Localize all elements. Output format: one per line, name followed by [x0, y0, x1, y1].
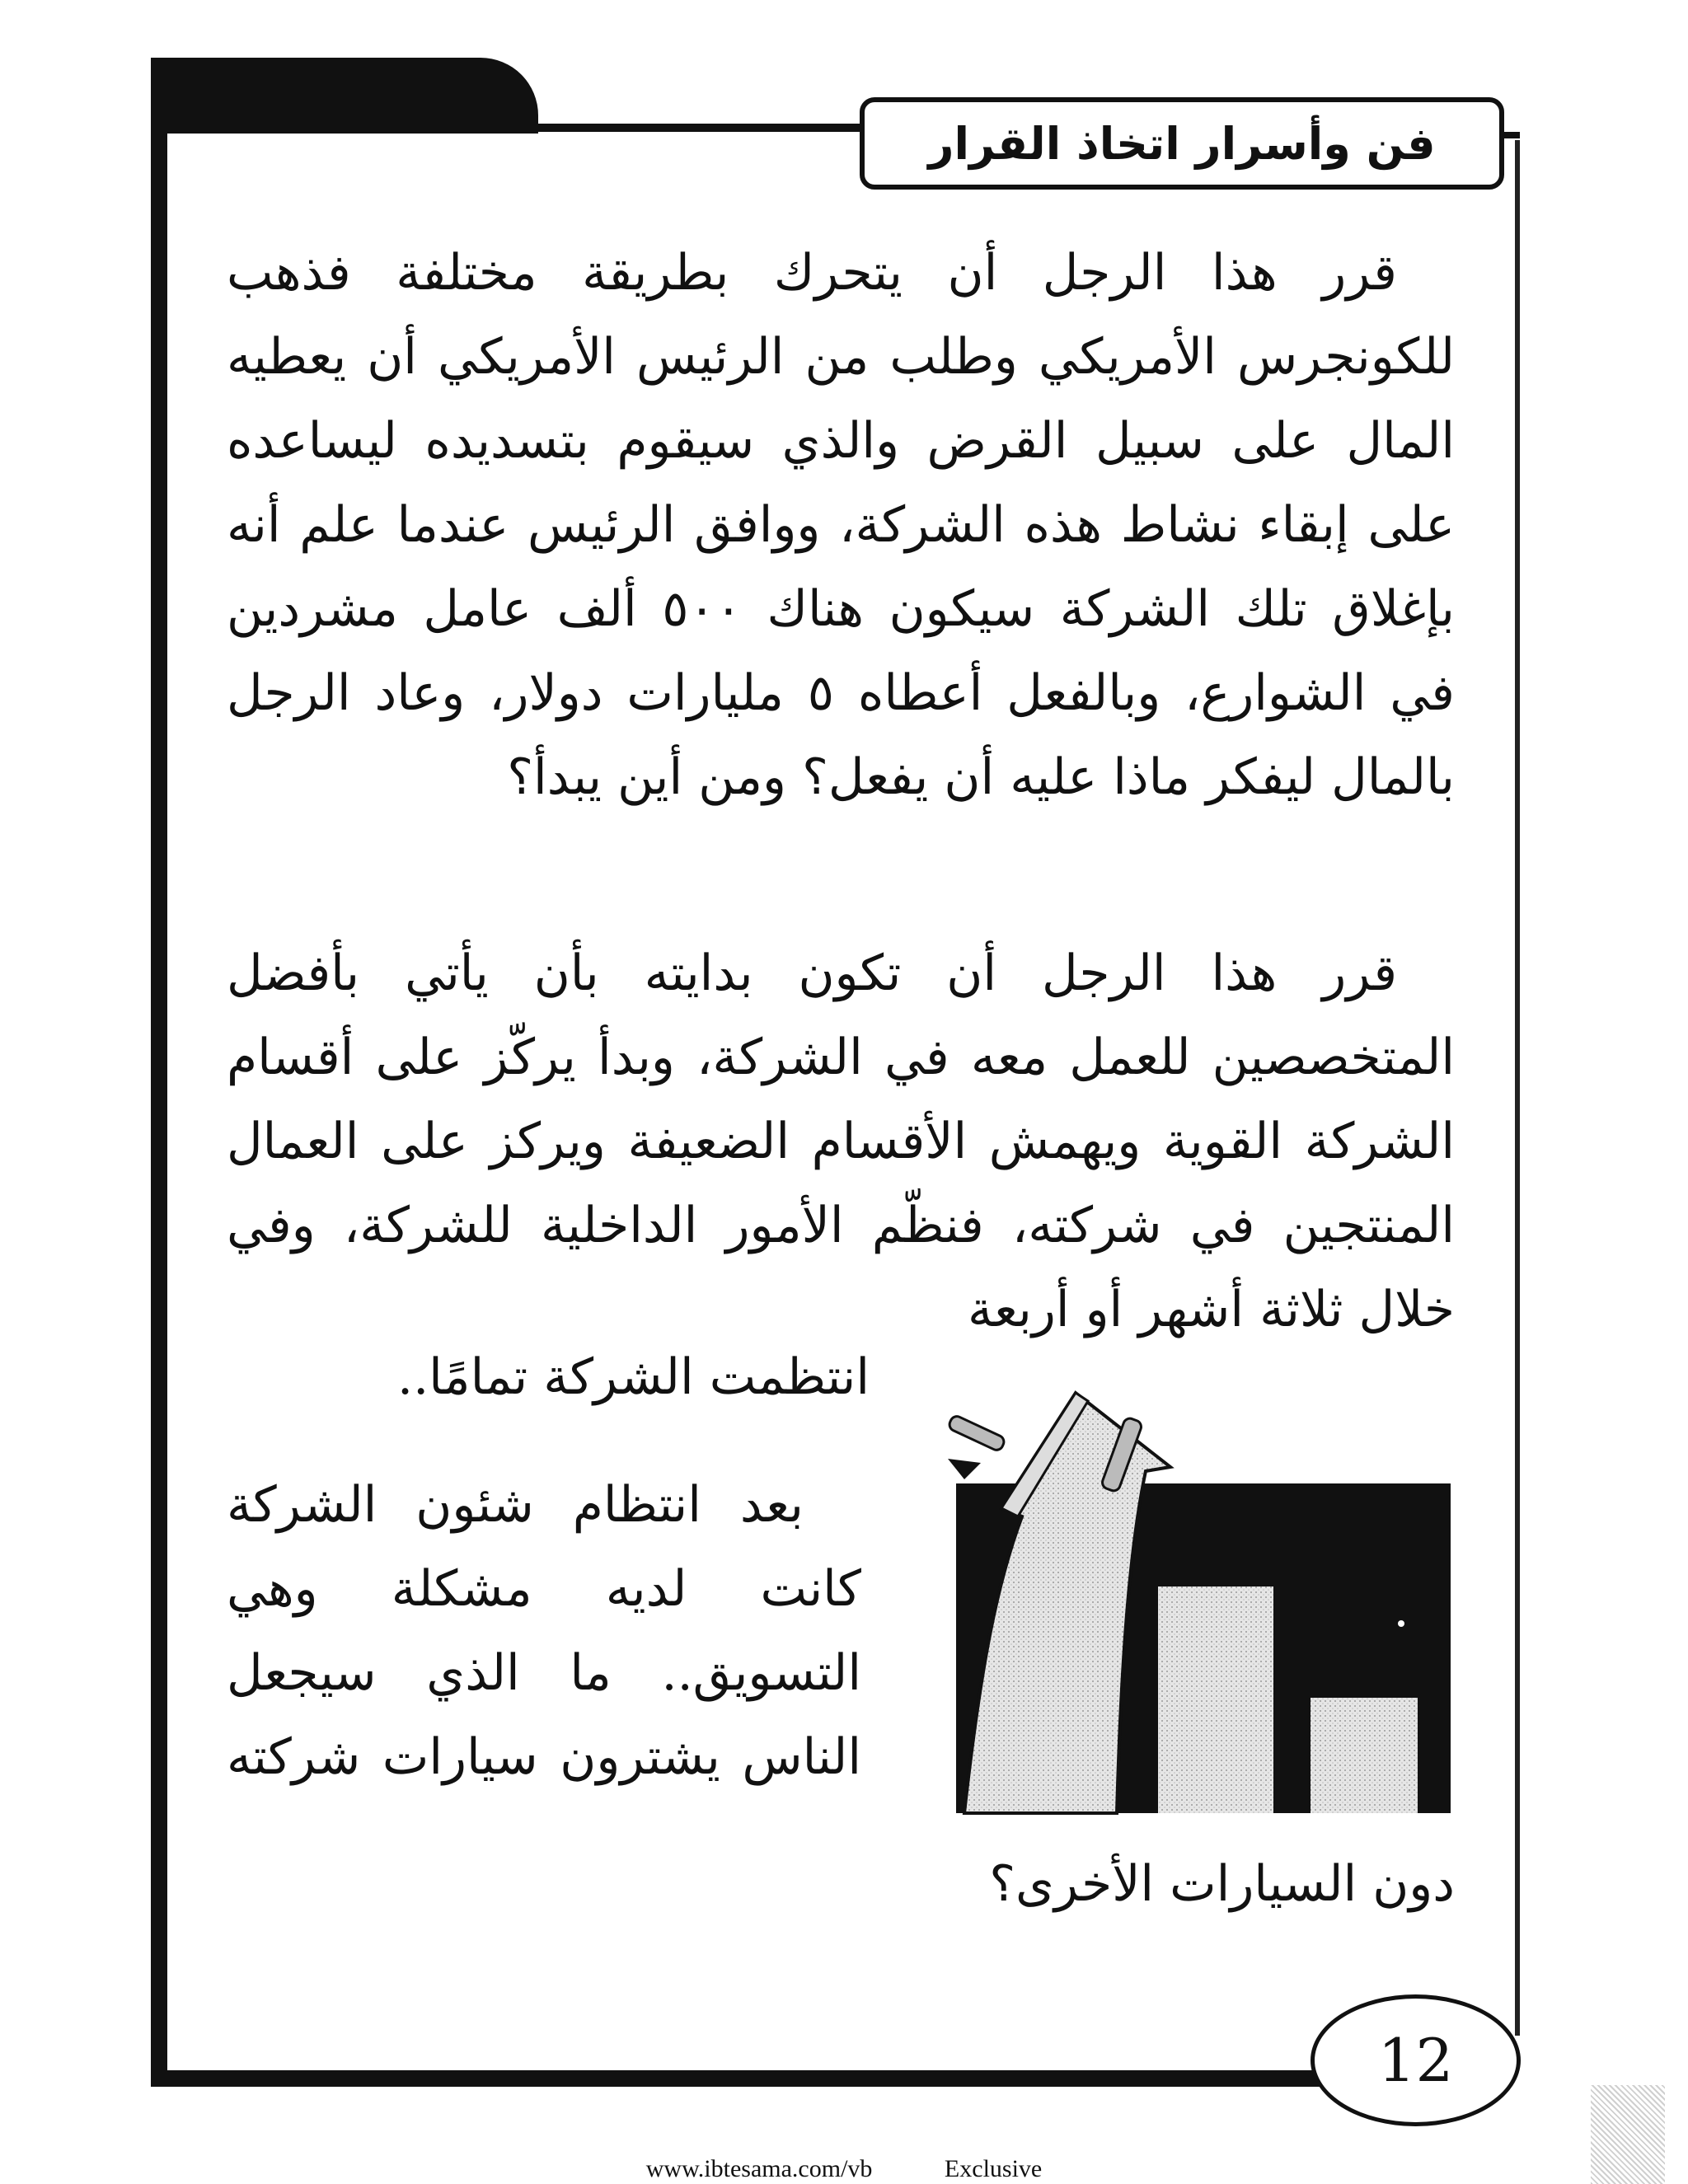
scan-noise-corner	[1591, 2085, 1665, 2184]
arrow-tip	[948, 1459, 981, 1479]
chapter-header-box	[860, 97, 1504, 190]
paragraph-2	[227, 931, 1455, 1352]
frame-left-border	[151, 58, 167, 2087]
paragraph-3-tail: دون السيارات الأخرى؟	[989, 1855, 1455, 1913]
frame-top-border	[151, 124, 860, 132]
paragraph-3-text: بعد انتظام شئون الشركة كانت لديه مشكلة وهي التسويق.. ما الذي سيجعل الناس يشترون سيارات شركته	[227, 1476, 861, 1786]
paragraph-2-tail: انتظمت الشركة تمامًا..	[397, 1348, 870, 1406]
small-dot	[1398, 1620, 1404, 1627]
frame-bottom-border	[151, 2070, 1321, 2087]
page-number: 12	[1377, 2026, 1454, 2095]
growth-chart-illustration	[898, 1368, 1475, 1821]
short-bar	[1311, 1698, 1418, 1813]
left-bolt	[947, 1414, 1006, 1452]
paragraph-1	[227, 231, 1455, 819]
frame-right-border	[1515, 140, 1520, 2036]
tall-bar	[1158, 1586, 1273, 1813]
paragraph-1-text: قرر هذا الرجل أن يتحرك بطريقة مختلفة فذهب للكونجرس الأمريكي وطلب من الرئيس الأمريكي أن يعطيه المال على سبيل القرض والذي سيقوم بتسديده ليساعده على إبقاء نشاط هذه الشركة، ووافق الرئيس عندما علم أنه بإغلاق تلك الشركة سيكون هناك ٥٠٠ ألف عامل مشردين في الشوارع، وبالفعل أعطاه ٥ مليارات دولار، وعاد الرجل بالمال ليفكر ماذا عليه أن يفعل؟ ومن أين يبدأ؟	[227, 244, 1455, 806]
paragraph-3	[227, 1463, 861, 1799]
book-title: فن وأسرار اتخاذ القرار	[928, 117, 1436, 170]
footer-label: Exclusive	[944, 2155, 1043, 2182]
frame-corner-tab	[151, 58, 538, 134]
footer-url[interactable]: www.ibtesama.com/vb	[645, 2155, 873, 2182]
page-number-oval	[1311, 1994, 1521, 2126]
paragraph-2-text: قرر هذا الرجل أن تكون بدايته بأن يأتي بأفضل المتخصصين للعمل معه في الشركة، وبدأ يركّز على أقسام الشركة القوية ويهمش الأقسام الضعيفة ويركز على العمال المنتجين في شركته، فنظّم الأمور الداخلية للشركة، وفي خلال ثلاثة أشهر أو أربعة	[227, 944, 1455, 1338]
footer	[0, 2155, 1688, 2183]
